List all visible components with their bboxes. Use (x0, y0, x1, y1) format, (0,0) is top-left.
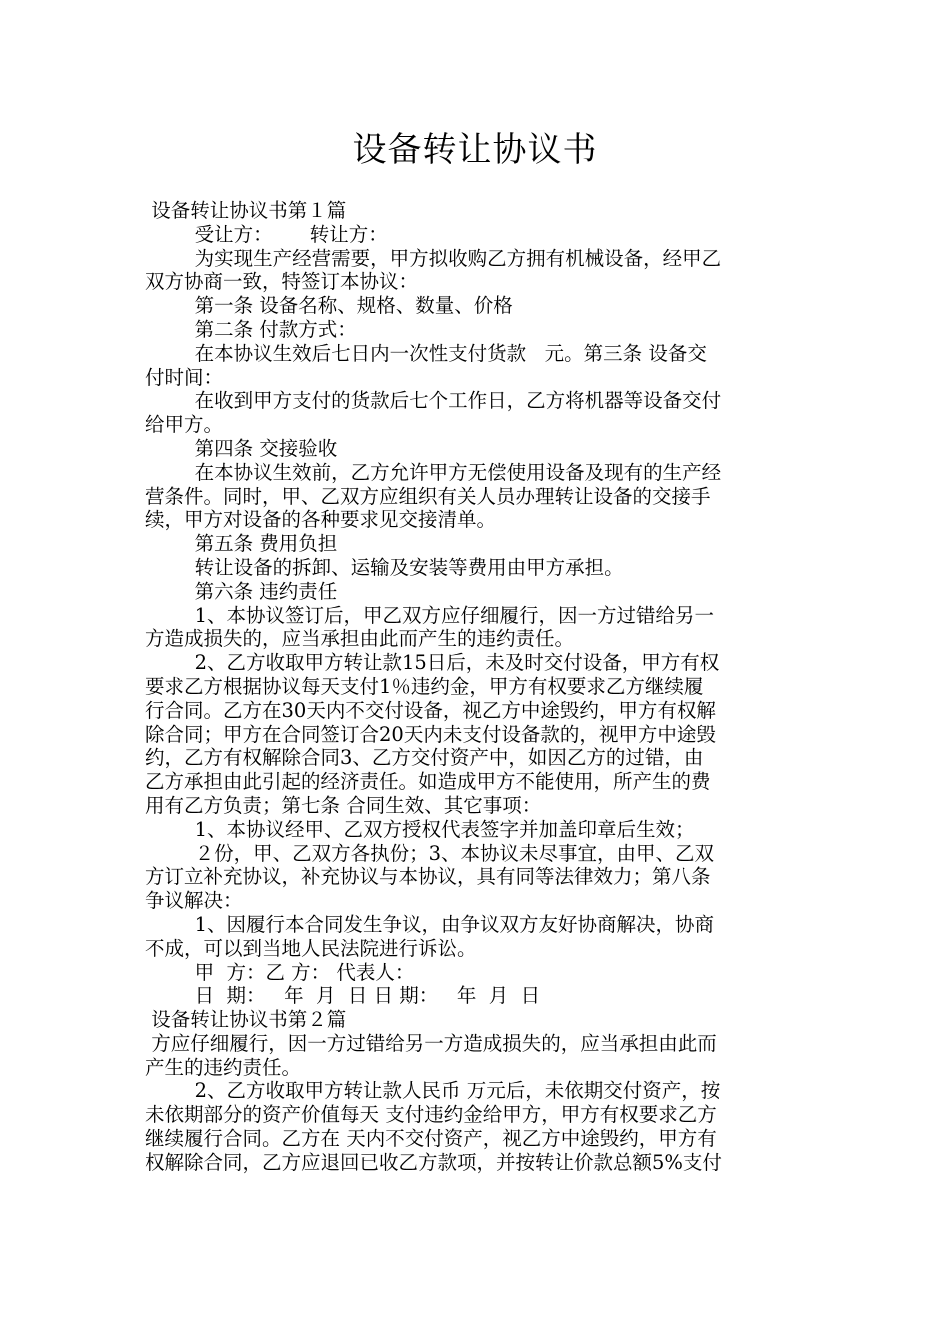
text-line: 转让设备的拆卸、运输及安装等费用由甲方承担。 (145, 555, 624, 579)
text-line: 在本协议生效前，乙方允许甲方无偿使用设备及现有的生产经 (145, 460, 722, 484)
text-line: 不成，可以到当地人民法院进行诉讼。 (145, 936, 477, 960)
text-line: 日 期： 年 月 日 日 期： 年 月 日 (145, 984, 541, 1008)
text-line: 产生的违约责任。 (145, 1055, 302, 1079)
text-line: 设备转让协议书第２篇 (145, 1008, 347, 1032)
text-line: 第六条 违约责任 (145, 579, 338, 603)
text-line: 行合同。乙方在30天内不交付设备，视乙方中途毁约，甲方有权解 (145, 698, 716, 722)
text-line: 第四条 交接验收 (145, 436, 338, 460)
text-line: 第一条 设备名称、规格、数量、价格 (145, 294, 513, 318)
text-line: 受让方： 转让方： (145, 222, 388, 246)
text-line: 2、乙方收取甲方转让款人民币 万元后，未依期交付资产，按 (145, 1079, 721, 1103)
text-line: 给甲方。 (145, 413, 224, 437)
text-line: 1、本协议签订后，甲乙双方应仔细履行，因一方过错给另一 (145, 603, 714, 627)
page-title: 设备转让协议书 (352, 130, 598, 170)
document-body (145, 199, 815, 1175)
text-line: 1、因履行本合同发生争议，由争议双方友好协商解决，协商 (145, 912, 714, 936)
text-line: 营条件。同时，甲、乙双方应组织有关人员办理转让设备的交接手 (145, 484, 711, 508)
text-line: 争议解决： (145, 889, 243, 913)
text-line: 双方协商一致，特签订本协议： (145, 270, 419, 294)
text-line: 为实现生产经营需要，甲方拟收购乙方拥有机械设备，经甲乙 (145, 246, 722, 270)
text-line: 方订立补充协议，补充协议与本协议，具有同等法律效力；第八条 (145, 865, 711, 889)
text-line: 1、本协议经甲、乙双方授权代表签字并加盖印章后生效； (145, 817, 695, 841)
text-line: 2、乙方收取甲方转让款15日后，未及时交付设备，甲方有权 (145, 651, 720, 675)
text-line: 方造成损失的，应当承担由此而产生的违约责任。 (145, 627, 575, 651)
text-line: 未依期部分的资产价值每天 支付违约金给甲方，甲方有权要求乙方 (145, 1103, 717, 1127)
text-line: 甲 方：乙 方： 代表人： (145, 960, 415, 984)
text-line: ２份，甲、乙双方各执份；3、本协议未尽事宜，由甲、乙双 (145, 841, 714, 865)
text-line: 第二条 付款方式： (145, 317, 357, 341)
text-line: 付时间： (145, 365, 224, 389)
text-line: 续，甲方对设备的各种要求见交接清单。 (145, 508, 497, 532)
text-line: 设备转让协议书第１篇 (145, 199, 347, 222)
text-line: 在收到甲方支付的货款后七个工作日，乙方将机器等设备交付 (145, 389, 722, 413)
text-line: 继续履行合同。乙方在 天内不交付资产，视乙方中途毁约，甲方有 (145, 1127, 717, 1151)
text-line: 除合同；甲方在合同签订合20天内未支付设备款的，视甲方中途毁 (145, 722, 716, 746)
text-line: 乙方承担由此引起的经济责任。如造成甲方不能使用，所产生的费 (145, 770, 711, 794)
text-line: 权解除合同，乙方应退回已收乙方款项，并按转让价款总额5%支付 (145, 1150, 722, 1174)
text-line: 方应仔细履行，因一方过错给另一方造成损失的，应当承担由此而 (145, 1031, 717, 1055)
text-line: 要求乙方根据协议每天支付1％违约金，甲方有权要求乙方继续履 (145, 674, 704, 698)
text-line: 用有乙方负责；第七条 合同生效、其它事项： (145, 793, 542, 817)
text-line: 在本协议生效后七日内一次性支付货款 元。第三条 设备交 (145, 341, 707, 365)
text-line: 第五条 费用负担 (145, 532, 338, 556)
text-line: 约，乙方有权解除合同3、乙方交付资产中，如因乙方的过错，由 (145, 746, 704, 770)
